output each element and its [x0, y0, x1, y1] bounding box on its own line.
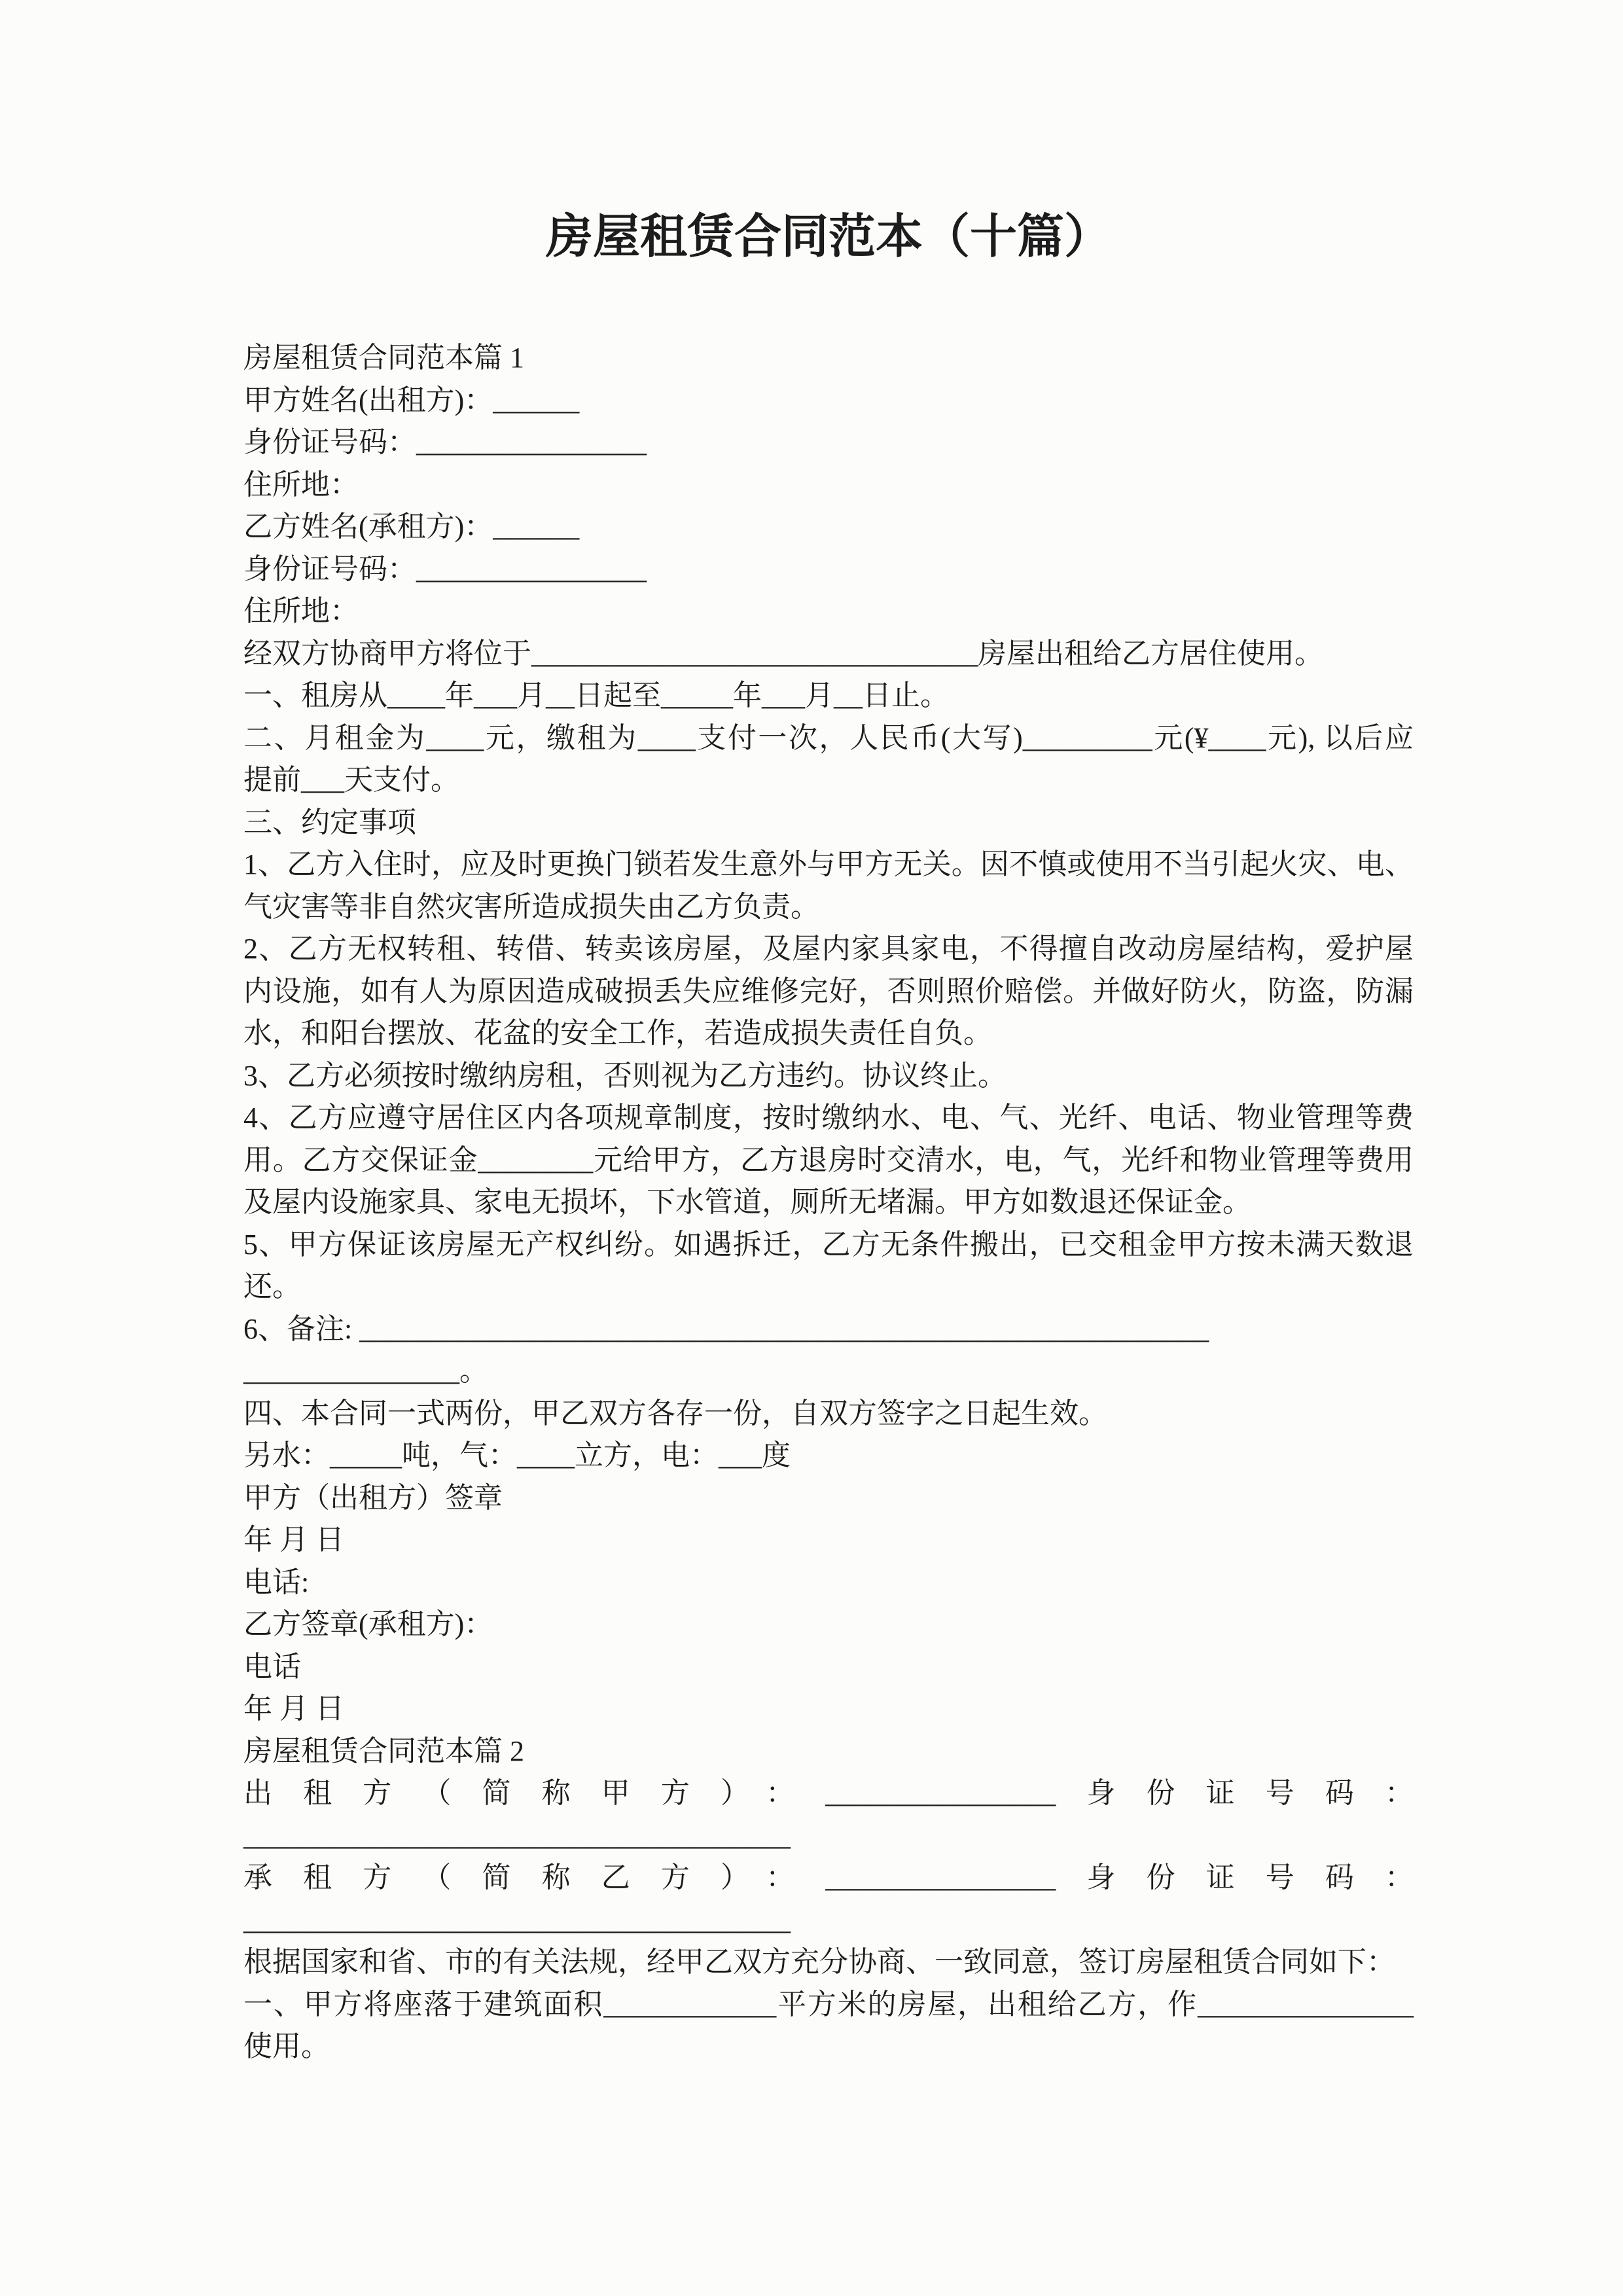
contract-line: 一、租房从____年___月__日起至_____年___月__日止。 [243, 679, 949, 711]
contract-line: 电话 [243, 1650, 301, 1683]
contract-line: 使用。 [243, 2030, 330, 2062]
contract-body [243, 337, 1414, 2068]
contract-line: 甲方姓名(出租方)：______ [243, 384, 580, 416]
contract-line: 身份证号码：________________ [243, 426, 647, 458]
contract-line: 房屋租赁合同范本篇 2 [243, 1734, 524, 1767]
contract-line: ______________________________________ [243, 1819, 791, 1852]
contract-line: 房屋租赁合同范本篇 1 [243, 342, 524, 374]
contract-line: 提前___天支付。 [243, 764, 459, 796]
contract-line: 年 月 日 [243, 1524, 344, 1556]
contract-line: 内设施，如有人为原因造成破损丢失应维修完好，否则照价赔偿。并做好防火，防盗，防漏 [243, 975, 1414, 1007]
contract-line: 2、乙方无权转租、转借、转卖该房屋，及屋内家具家电，不得擅自改动房屋结构，爱护屋 [243, 933, 1414, 965]
contract-line: 年 月 日 [243, 1693, 344, 1725]
contract-line: 电话: [243, 1566, 310, 1598]
contract-line: 还。 [243, 1270, 301, 1302]
document-title: 房屋租赁合同范本（十篇） [545, 211, 1111, 263]
contract-line: _______________。 [243, 1355, 488, 1387]
contract-line: 根据国家和省、市的有关法规，经甲乙双方充分协商、一致同意，签订房屋租赁合同如下： [243, 1946, 1395, 1978]
contract-line: 乙方签章(承租方)： [243, 1608, 493, 1640]
contract-line: 三、约定事项 [243, 806, 416, 838]
contract-line: 乙方姓名(承租方)：______ [243, 511, 580, 543]
contract-line: 水，和阳台摆放、花盆的安全工作，若造成损失责任自负。 [243, 1017, 992, 1049]
contract-line: 6、备注: ___________________________________________________________ [243, 1312, 1209, 1345]
contract-line: 3、乙方必须按时缴纳房租，否则视为乙方违约。协议终止。 [243, 1059, 1007, 1092]
contract-line: 用。乙方交保证金________元给甲方，乙方退房时交清水，电，气，光纤和物业管理等费用 [243, 1143, 1414, 1176]
contract-line: 身份证号码：________________ [243, 552, 647, 585]
contract-line: 住所地： [243, 595, 359, 627]
contract-line: 1、乙方入住时，应及时更换门锁若发生意外与甲方无关。因不慎或使用不当引起火灾、电、 [243, 848, 1414, 880]
contract-line: 出租方（简称甲方）：________________身份证号码： [243, 1777, 1414, 1809]
contract-line: 经双方协商甲方将位于_______________________________房屋出租给乙方居住使用。 [243, 637, 1323, 670]
contract-line: 四、本合同一式两份，甲乙双方各存一份，自双方签字之日起生效。 [243, 1397, 1107, 1429]
contract-line: 及屋内设施家具、家电无损坏，下水管道，厕所无堵漏。甲方如数退还保证金。 [243, 1186, 1251, 1218]
contract-line: 一、甲方将座落于建筑面积____________平方米的房屋，出租给乙方，作_______________ [243, 1988, 1414, 2020]
contract-line: 甲方（出租方）签章 [243, 1481, 503, 1514]
contract-line: 承租方（简称乙方）：________________身份证号码： [243, 1861, 1414, 1893]
contract-line: 5、甲方保证该房屋无产权纠纷。如遇拆迁，乙方无条件搬出，已交租金甲方按未满天数退 [243, 1228, 1414, 1261]
contract-line: 另水：_____吨，气：____立方，电：___度 [243, 1439, 791, 1471]
contract-line: 4、乙方应遵守居住区内各项规章制度，按时缴纳水、电、气、光纤、电话、物业管理等费 [243, 1102, 1414, 1134]
contract-line: 气灾害等非自然灾害所造成损失由乙方负责。 [243, 890, 819, 923]
contract-line: 二、月租金为____元，缴租为____支付一次，人民币(大写)_________元(¥____元), 以后应 [243, 721, 1414, 754]
contract-line: 住所地： [243, 468, 359, 501]
contract-line: ______________________________________ [243, 1903, 791, 1936]
